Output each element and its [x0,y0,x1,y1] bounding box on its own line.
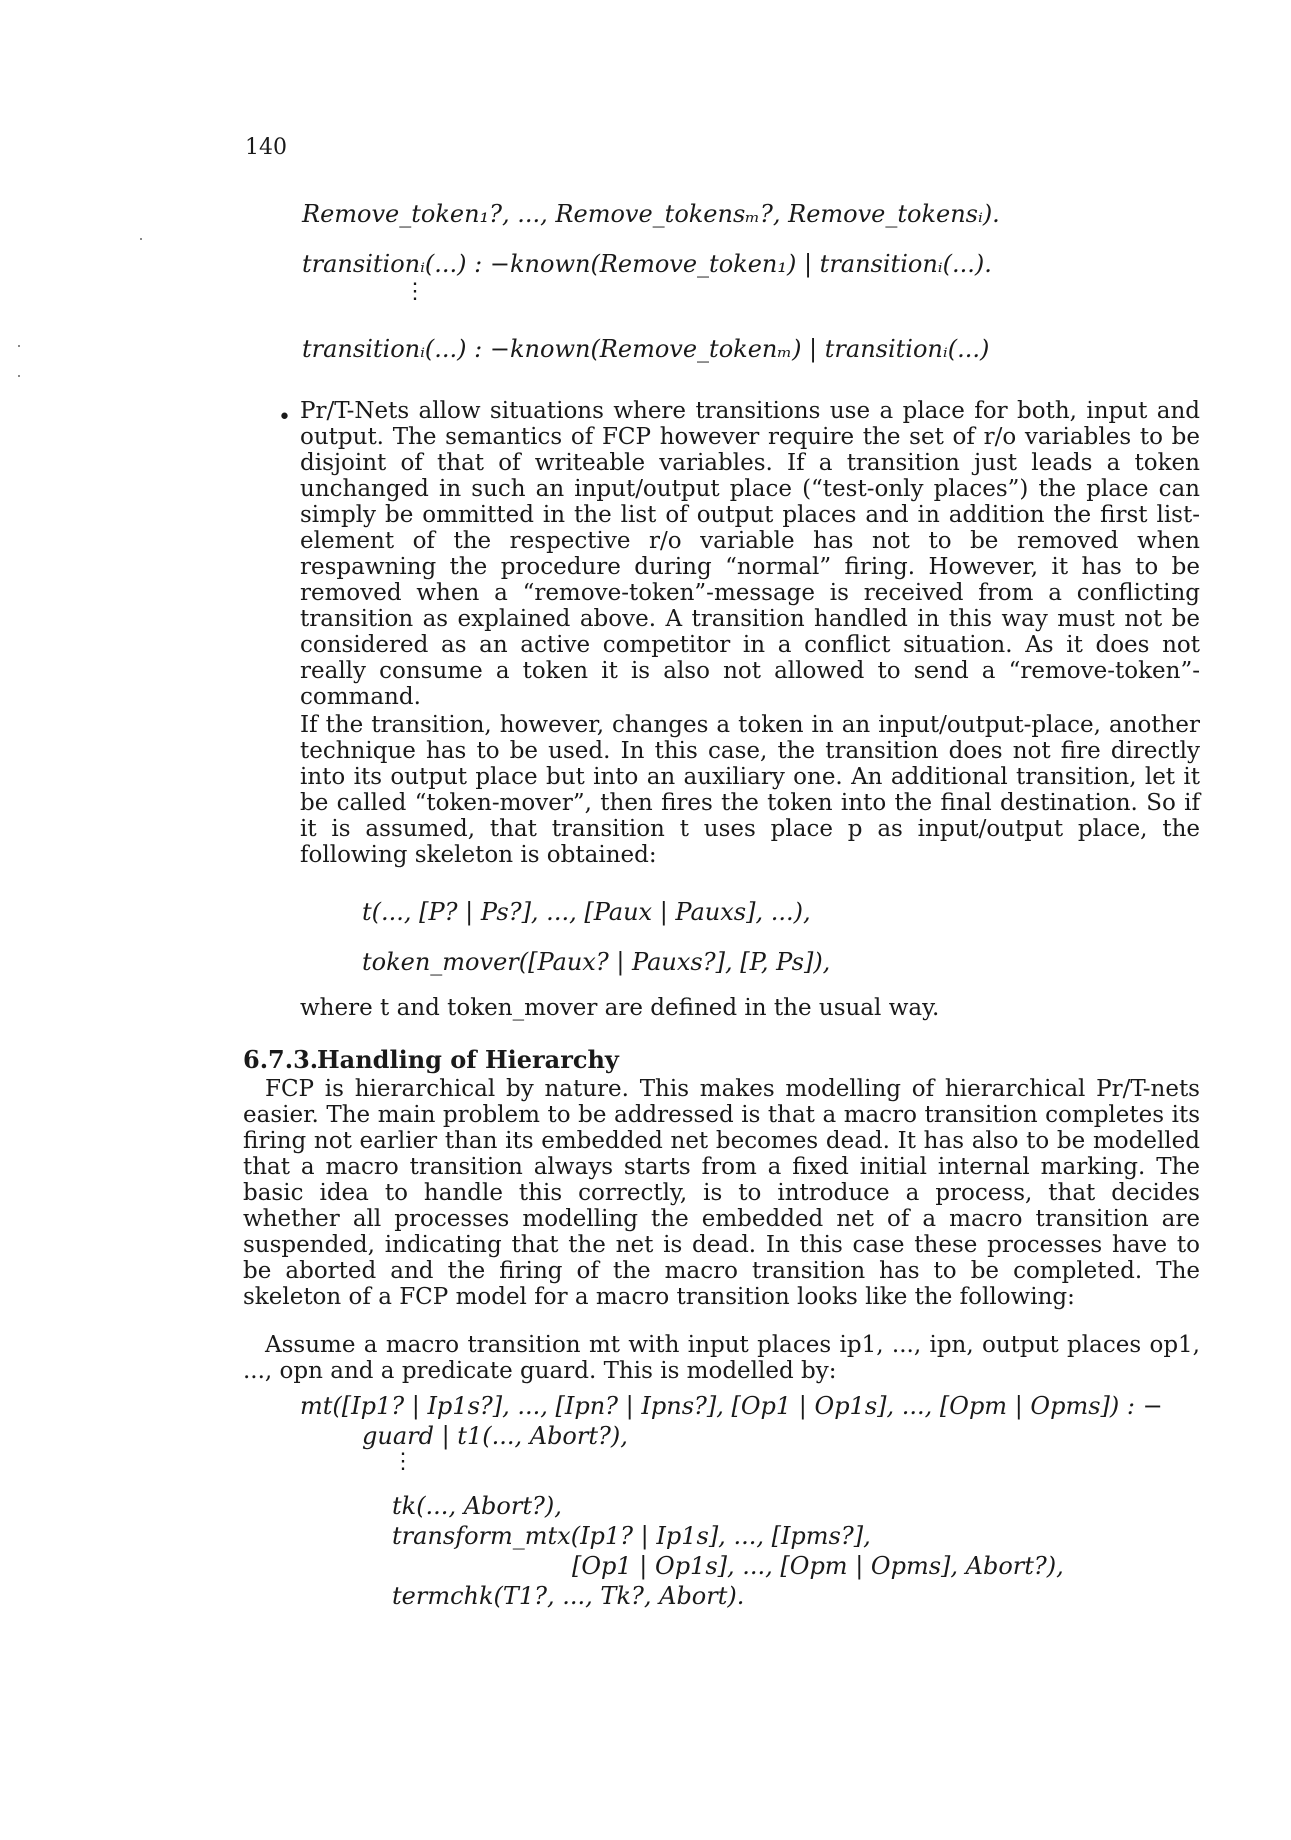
skeleton-line-1: t(..., [P? | Ps?], ..., [Paux | Pauxs], ...), [362,898,811,926]
formula-vdots: ⋮ [404,279,426,304]
macro-model-line-6: termchk(T1?, ..., Tk?, Abort). [392,1582,745,1610]
macro-model-line-3: tk(..., Abort?), [392,1492,562,1520]
formula-transition-m: transitionᵢ(...) : −known(Remove_tokenₘ) | transitionᵢ(...) [302,335,990,363]
section-number: 6.7.3. [243,1045,319,1074]
paragraph-token-mover: If the transition, however, changes a token in an input/output-place, another technique has to be used. In this case, the transition does not fire directly into its output place but into an auxiliary one. An additional transition, let it be called “token-mover”, then fires the token into the final destination. So if it is assumed, that transition t uses place p as input/output place, the following skeleton is obtained: [300,712,1200,868]
formula-transition-1: transitionᵢ(...) : −known(Remove_token₁) | transitionᵢ(...). [302,250,992,278]
macro-model-line-4: transform_mtx(Ip1? | Ip1s], ..., [Ipms?], [392,1522,871,1550]
scan-speck [140,238,142,240]
macro-model-line-1: mt([Ip1? | Ip1s?], ..., [Ipn? | Ipns?], [Op1 | Op1s], ..., [Opm | Opms]) : − [300,1392,1163,1420]
scan-speck [18,345,20,347]
scan-speck [18,375,20,377]
paragraph-assume: Assume a macro transition mt with input places ip1, ..., ipn, output places op1, ..., opn and a predicate guard. This is modelled by: [243,1332,1200,1384]
where-sentence: where t and token_mover are defined in the usual way. [300,995,940,1021]
bullet-marker: • [278,405,291,430]
paragraph-hierarchy: FCP is hierarchical by nature. This makes modelling of hierarchical Pr/T-nets easier. The main problem to be addressed is that a macro transition completes its firing not earlier than its embedded net becomes dead. It has also to be modelled that a macro transition always starts from a fixed initial internal marking. The basic idea to handle this correctly, is to introduce a process, that decides whether all processes modelling the embedded net of a macro transition are suspended, indicating that the net is dead. In this case these processes have to be aborted and the firing of the macro transition has to be completed. The skeleton of a FCP model for a macro transition looks like the following: [243,1076,1200,1310]
macro-model-vdots: ⋮ [392,1449,414,1474]
bullet-paragraph: Pr/T-Nets allow situations where transitions use a place for both, input and output. The semantics of FCP however require the set of r/o variables to be disjoint of that of writeable variables. If a transition just leads a token unchanged in such an input/output place (“test-only places”) the place can simply be ommitted in the list of output places and in addition the first list-element of the respective r/o variable has not to be removed when respawning the procedure during “normal” firing. However, it has to be removed when a “remove-token”-message is received from a conflicting transition as explained above. A transition handled in this way must not be considered as an active competitor in a conflict situation. As it does not really consume a token it is also not allowed to send a “remove-token”-command. [300,398,1200,710]
skeleton-line-2: token_mover([Paux? | Pauxs?], [P, Ps]), [362,948,831,976]
page-number: 140 [245,135,287,160]
macro-model-line-5: [Op1 | Op1s], ..., [Opm | Opms], Abort?), [572,1552,1064,1580]
macro-model-line-2: guard | t1(..., Abort?), [362,1422,628,1450]
section-heading [243,1045,619,1074]
section-title: Handling of Hierarchy [317,1045,619,1074]
formula-remove-tokens: Remove_token₁?, ..., Remove_tokensₘ?, Remove_tokensᵢ). [302,200,1000,228]
